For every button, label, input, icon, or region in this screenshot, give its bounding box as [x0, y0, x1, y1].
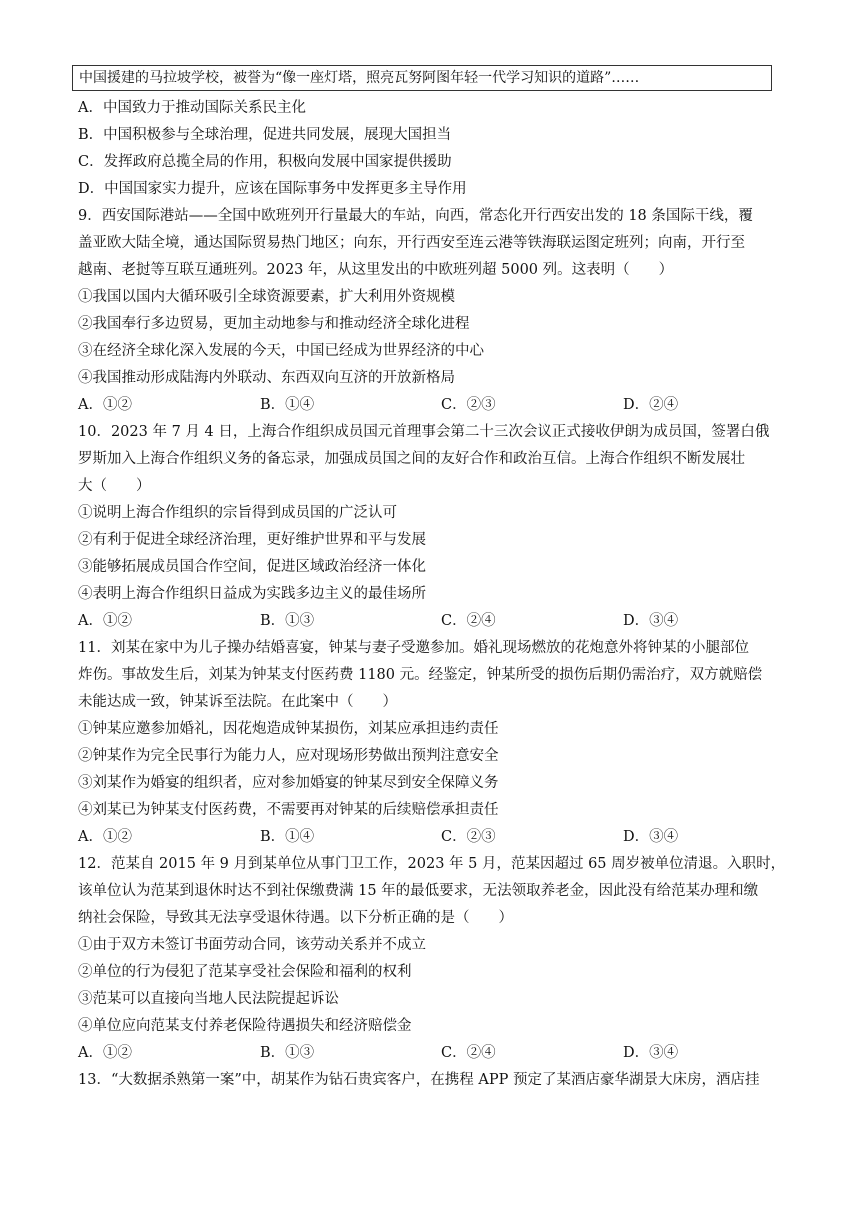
q13-stem-line: 13．“大数据杀熟第一案”中，胡某作为钻石贵宾客户，在携程 APP 预定了某酒店豪华湖景大床房，酒店挂: [78, 1072, 760, 1088]
q9-statement-2: ②我国奉行多边贸易，更加主动地参与和推动经济全球化进程: [78, 316, 470, 332]
q10-choice-b: B．①③: [260, 613, 315, 629]
q12-stem-line: 12．范某自 2015 年 9 月到某单位从事门卫工作，2023 年 5 月，范某因超过 65 周岁被单位清退。入职时，: [78, 856, 786, 872]
q11-stem-line: 未能达成一致，钟某诉至法院。在此案中（ ）: [78, 694, 397, 710]
q12-choice-a: A．①②: [78, 1045, 132, 1061]
q9-statement-4: ④我国推动形成陆海内外联动、东西双向互济的开放新格局: [78, 370, 455, 386]
q11-choices: [78, 827, 778, 847]
q10-choices: [78, 611, 778, 631]
q10-choice-d: D．③④: [623, 613, 679, 629]
q12-stem-line: 纳社会保险，导致其无法享受退休待遇。以下分析正确的是（ ）: [78, 910, 513, 926]
q10-choice-a: A．①②: [78, 613, 132, 629]
q8-option-b: B．中国积极参与全球治理，促进共同发展，展现大国担当: [78, 127, 452, 143]
q8-option-a: A．中国致力于推动国际关系民主化: [78, 100, 306, 116]
q10-statement-2: ②有利于促进全球经济治理，更好维护世界和平与发展: [78, 532, 426, 548]
q10-stem-line: 10．2023 年 7 月 4 日，上海合作组织成员国元首理事会第二十三次会议正式接收伊朗为成员国，签署白俄: [78, 424, 770, 440]
q11-statement-3: ③刘某作为婚宴的组织者，应对参加婚宴的钟某尽到安全保障义务: [78, 775, 499, 791]
q9-choice-a: A．①②: [78, 397, 132, 413]
q9-choice-d: D．②④: [623, 397, 679, 413]
q12-choices: [78, 1043, 778, 1063]
q11-choice-b: B．①④: [260, 829, 315, 845]
q12-statement-1: ①由于双方未签订书面劳动合同，该劳动关系并不成立: [78, 937, 426, 953]
q12-choice-d: D．③④: [623, 1045, 679, 1061]
q12-statement-2: ②单位的行为侵犯了范某享受社会保险和福利的权利: [78, 964, 412, 980]
q11-statement-4: ④刘某已为钟某支付医药费，不需要再对钟某的后续赔偿承担责任: [78, 802, 499, 818]
q9-stem-line: 越南、老挝等互联互通班列。2023 年，从这里发出的中欧班列超 5000 列。这表明（ ）: [78, 262, 674, 278]
q11-statement-2: ②钟某作为完全民事行为能力人，应对现场形势做出预判注意安全: [78, 748, 499, 764]
q9-statement-3: ③在经济全球化深入发展的今天，中国已经成为世界经济的中心: [78, 343, 484, 359]
q12-statement-3: ③范某可以直接向当地人民法院提起诉讼: [78, 991, 339, 1007]
q9-stem-line: 9．西安国际港站——全国中欧班列开行量最大的车站，向西，常态化开行西安出发的 18 条国际干线，覆: [78, 208, 753, 224]
q8-option-c: C．发挥政府总揽全局的作用，积极向发展中国家提供援助: [78, 154, 452, 170]
q11-choice-d: D．③④: [623, 829, 679, 845]
q12-stem-line: 该单位认为范某到退休时达不到社保缴费满 15 年的最低要求，无法领取养老金，因此没有给范某办理和缴: [78, 883, 759, 899]
q10-statement-4: ④表明上海合作组织日益成为实践多边主义的最佳场所: [78, 586, 426, 602]
q9-stem-line: 盖亚欧大陆全境，通达国际贸易热门地区；向东，开行西安至连云港等铁海联运图定班列；向南，开行至: [78, 235, 745, 251]
q12-choice-b: B．①③: [260, 1045, 315, 1061]
q10-statement-3: ③能够拓展成员国合作空间，促进区域政治经济一体化: [78, 559, 426, 575]
q8-option-d: D．中国国家实力提升，应该在国际事务中发挥更多主导作用: [78, 181, 467, 197]
q12-choice-c: C．②④: [441, 1045, 496, 1061]
q11-statement-1: ①钟某应邀参加婚礼，因花炮造成钟某损伤，刘某应承担违约责任: [78, 721, 499, 737]
q10-stem-line: 罗斯加入上海合作组织义务的备忘录，加强成员国之间的友好合作和政治互信。上海合作组织不断发展壮: [78, 451, 745, 467]
q11-choice-c: C．②③: [441, 829, 496, 845]
q12-statement-4: ④单位应向范某支付养老保险待遇损失和经济赔偿金: [78, 1018, 412, 1034]
q11-stem-line: 11．刘某在家中为儿子操办结婚喜宴，钟某与妻子受邀参加。婚礼现场燃放的花炮意外将钟某的小腿部位: [78, 640, 749, 656]
q11-choice-a: A．①②: [78, 829, 132, 845]
q9-choice-b: B．①④: [260, 397, 315, 413]
quote-box: 中国援建的马拉坡学校，被誉为“像一座灯塔，照亮瓦努阿图年轻一代学习知识的道路”……: [72, 65, 772, 91]
q9-choices: [78, 395, 778, 415]
q10-statement-1: ①说明上海合作组织的宗旨得到成员国的广泛认可: [78, 505, 397, 521]
q11-stem-line: 炸伤。事故发生后，刘某为钟某支付医药费 1180 元。经鉴定，钟某所受的损伤后期仍需治疗，双方就赔偿: [78, 667, 763, 683]
q9-statement-1: ①我国以国内大循环吸引全球资源要素，扩大利用外资规模: [78, 289, 455, 305]
q10-stem-line: 大（ ）: [78, 478, 151, 494]
q10-choice-c: C．②④: [441, 613, 496, 629]
q9-choice-c: C．②③: [441, 397, 496, 413]
